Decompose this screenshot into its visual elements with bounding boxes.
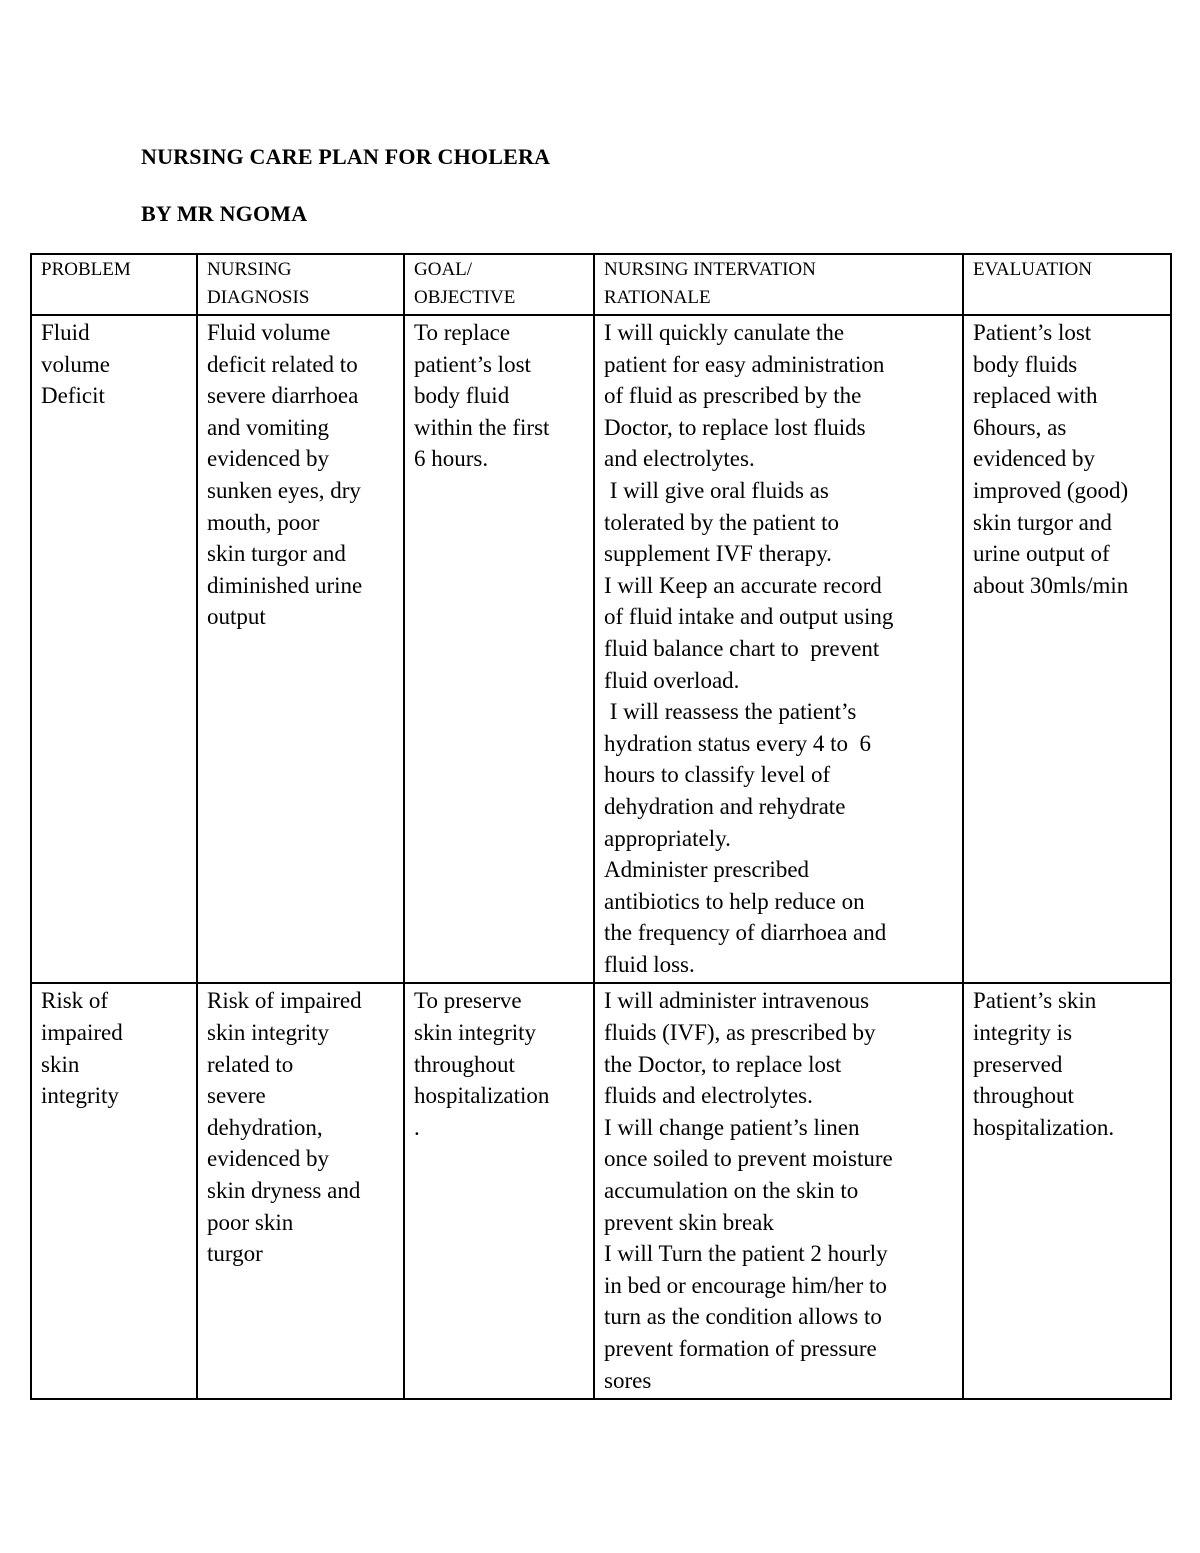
cell-line: appropriately. — [604, 825, 731, 851]
cell-line: sunken eyes, dry — [207, 477, 361, 503]
cell-line: hospitalization. — [973, 1114, 1115, 1140]
cell-line: dehydration and rehydrate — [604, 793, 846, 819]
cell-line: I will give oral fluids as — [604, 477, 829, 503]
cell-line: sores — [604, 1367, 652, 1393]
cell-line: within the first — [414, 414, 550, 440]
cell-line: fluids and electrolytes. — [604, 1083, 813, 1109]
cell-line: severe — [207, 1083, 266, 1109]
cell-line: skin integrity — [207, 1020, 330, 1046]
cell-line: I will Turn the patient 2 hourly — [604, 1241, 888, 1267]
cell-line: throughout — [414, 1051, 515, 1077]
cell-line: about 30mls/min — [973, 572, 1129, 598]
header-line: NURSING INTERVATION — [604, 259, 816, 280]
header-line: RATIONALE — [604, 287, 711, 308]
cell-line: supplement IVF therapy. — [604, 541, 832, 567]
cell-line: severe diarrhoea — [207, 383, 359, 409]
header-line: EVALUATION — [973, 259, 1092, 280]
header-line: OBJECTIVE — [414, 287, 516, 308]
cell-line: skin dryness and — [207, 1178, 361, 1204]
cell-line: throughout — [973, 1083, 1074, 1109]
header-intervention-rationale — [594, 254, 963, 315]
cell-line: evidenced by — [207, 1146, 329, 1172]
cell-line: of fluid as prescribed by the — [604, 383, 862, 409]
cell-line: body fluid — [414, 383, 510, 409]
cell-line: deficit related to — [207, 351, 358, 377]
header-line: PROBLEM — [41, 259, 131, 280]
cell-line: skin integrity — [414, 1020, 537, 1046]
cell-line: of fluid intake and output using — [604, 604, 894, 630]
cell-line: 6 hours. — [414, 446, 489, 472]
header-goal-objective — [404, 254, 594, 315]
cell-line: dehydration, — [207, 1114, 323, 1140]
table-row — [31, 983, 1171, 1399]
cell-line: hours to classify level of — [604, 762, 831, 788]
header-line: GOAL/ — [414, 259, 473, 280]
cell-line: tolerated by the patient to — [604, 509, 840, 535]
cell-line: To preserve — [414, 988, 522, 1014]
cell-line: prevent formation of pressure — [604, 1336, 877, 1361]
cell-line: once soiled to prevent moisture — [604, 1146, 893, 1172]
cell-problem — [31, 315, 197, 983]
cell-line: evidenced by — [973, 446, 1095, 472]
cell-line: evidenced by — [207, 446, 329, 472]
cell-line: skin turgor and — [973, 509, 1112, 535]
table-row — [31, 315, 1171, 983]
cell-line: Deficit — [41, 383, 105, 409]
cell-line: fluids (IVF), as prescribed by — [604, 1020, 876, 1046]
cell-line: turn as the condition allows to — [604, 1304, 882, 1330]
cell-nursing-diagnosis — [197, 315, 404, 983]
cell-line: and vomiting — [207, 414, 330, 440]
cell-line: fluid balance chart to prevent — [604, 635, 880, 661]
cell-line: Patient’s skin — [973, 988, 1097, 1014]
cell-line: antibiotics to help reduce on — [604, 888, 865, 914]
cell-intervention-rationale — [594, 983, 963, 1399]
cell-line: in bed or encourage him/her to — [604, 1272, 887, 1298]
cell-line: related to — [207, 1051, 294, 1077]
cell-line: integrity is — [973, 1020, 1073, 1046]
cell-line: skin — [41, 1051, 80, 1077]
cell-line: and electrolytes. — [604, 446, 755, 472]
cell-intervention-rationale — [594, 315, 963, 983]
cell-line: mouth, poor — [207, 509, 320, 535]
cell-line: fluid overload. — [604, 667, 740, 693]
cell-line: Fluid volume — [207, 320, 331, 345]
cell-goal-objective — [404, 983, 594, 1399]
document-title: NURSING CARE PLAN FOR CHOLERA — [141, 144, 551, 169]
cell-line: Risk of impaired — [207, 988, 362, 1014]
header-problem — [31, 254, 197, 315]
header-line: DIAGNOSIS — [207, 287, 310, 308]
cell-goal-objective — [404, 315, 594, 983]
cell-line: hospitalization — [414, 1083, 550, 1109]
cell-line: Doctor, to replace lost fluids — [604, 414, 866, 440]
cell-nursing-diagnosis — [197, 983, 404, 1399]
table-header-row — [31, 254, 1171, 315]
cell-line: hydration status every 4 to 6 — [604, 730, 872, 756]
cell-line: Fluid — [41, 320, 90, 345]
cell-line: output — [207, 604, 266, 630]
cell-evaluation — [963, 983, 1171, 1399]
cell-line: impaired — [41, 1020, 123, 1046]
header-nursing-diagnosis — [197, 254, 404, 315]
cell-problem — [31, 983, 197, 1399]
header-line: NURSING — [207, 259, 292, 280]
cell-line: preserved — [973, 1051, 1063, 1077]
cell-line: I will quickly canulate the — [604, 320, 845, 345]
document-author: BY MR NGOMA — [141, 201, 308, 226]
cell-line: Administer prescribed — [604, 857, 810, 883]
cell-line: body fluids — [973, 351, 1078, 377]
cell-line: To replace — [414, 320, 511, 345]
cell-line: turgor — [207, 1241, 263, 1267]
cell-line: 6hours, as — [973, 414, 1067, 440]
cell-line: skin turgor and — [207, 541, 346, 567]
cell-line: urine output of — [973, 541, 1110, 567]
cell-line: accumulation on the skin to — [604, 1178, 859, 1204]
cell-line: poor skin — [207, 1209, 294, 1235]
cell-line: improved (good) — [973, 477, 1129, 503]
cell-line: I will Keep an accurate record — [604, 572, 882, 598]
cell-line: the frequency of diarrhoea and — [604, 920, 887, 946]
cell-line: diminished urine — [207, 572, 363, 598]
cell-line: fluid loss. — [604, 951, 695, 977]
cell-line: Patient’s lost — [973, 320, 1092, 345]
table-body — [31, 315, 1171, 1399]
cell-line: I will administer intravenous — [604, 988, 870, 1014]
cell-line: the Doctor, to replace lost — [604, 1051, 842, 1077]
cell-line: I will reassess the patient’s — [604, 699, 857, 725]
cell-line: patient’s lost — [414, 351, 531, 377]
cell-line: Risk of — [41, 988, 109, 1014]
cell-evaluation — [963, 315, 1171, 983]
cell-line: I will change patient’s linen — [604, 1114, 860, 1140]
care-plan-table — [30, 253, 1172, 1400]
cell-line: . — [414, 1114, 420, 1140]
cell-line: prevent skin break — [604, 1209, 774, 1235]
header-evaluation — [963, 254, 1171, 315]
cell-line: replaced with — [973, 383, 1098, 409]
cell-line: volume — [41, 351, 110, 377]
cell-line: integrity — [41, 1083, 119, 1109]
cell-line: patient for easy administration — [604, 351, 885, 377]
